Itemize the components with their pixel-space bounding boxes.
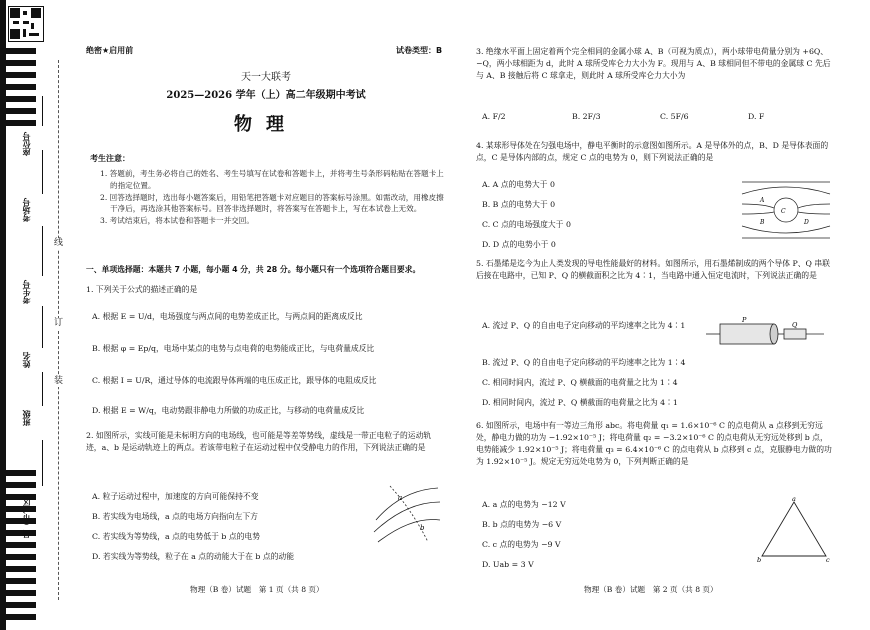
q2-field-figure xyxy=(372,480,442,546)
section-heading: 一、单项选择题：本题共 7 小题，每小题 4 分，共 28 分。每小题只有一个选项符合题目要求。 xyxy=(86,265,421,274)
q4-point-d-label: D xyxy=(804,219,809,226)
county-label: 县（市、区） xyxy=(22,490,31,538)
paper-type: 试卷类型：B xyxy=(396,46,443,55)
cut-word-bind: 装 xyxy=(54,376,64,386)
q2-option-b: B. 若实线为电场线，a 点的电场方向指向左下方 xyxy=(92,512,258,521)
exam-org-title: 天一大联考 xyxy=(241,72,291,83)
exam-room-label: 考场号 xyxy=(22,198,31,222)
q5-conductor-figure xyxy=(706,316,826,350)
q4-option-b: B. B 点的电势大于 0 xyxy=(482,200,556,209)
q4-stem: 4. 某球形导体处在匀强电场中，静电平衡时的示意图如图所示。A 是导体外的点，B、D 是导体表面的点，C 是导体内部的点，规定 C 点的电势为 0，则下列说法正确的是 xyxy=(476,141,829,163)
q5-q-label: Q xyxy=(792,321,798,329)
cut-word-order: 订 xyxy=(54,318,64,328)
q1-option-a: A. 根据 E = U/d，电场强度与两点间的电势差成正比，与两点间的距离成反比 xyxy=(92,312,363,321)
exam-room-field-line xyxy=(42,150,43,194)
seat-field-line xyxy=(42,96,43,126)
q6-option-b: B. b 点的电势为 −6 V xyxy=(482,520,562,529)
class-label: 班级 xyxy=(22,410,31,426)
q6-option-d: D. Uab = 3 V xyxy=(482,560,534,569)
q5-option-b: B. 流过 P、Q 的自由电子定向移动的平均速率之比为 1∶4 xyxy=(482,358,686,367)
q5-p-label: P xyxy=(742,316,747,324)
county-field-line xyxy=(42,440,43,486)
q3-option-a: A. F/2 xyxy=(482,112,506,121)
student-no-field-line xyxy=(42,226,43,276)
q6-stem: 6. 如图所示，电场中有一等边三角形 abc。将电荷量 q₁ = 1.6×10⁻⁶ C 的点电荷从 a 点移到无穷远处，静电力做的功为 −1.92×10⁻⁵ J；将电荷量 q₂ = −3.2×10⁻⁶ C 的点电荷从无穷远处移到 b 点，电势能减少 1.92×10⁻⁵ J；将电荷量 q₃ = 6.4×10⁻⁶ C 的点电荷从 b 点移到 c 点，克服静电力做的功为 1.92×10⁻⁵ J。规定无穷远处电势为 0，下列判断正确的是 xyxy=(476,421,832,467)
subject-title: 物理 xyxy=(234,114,298,135)
q3-option-d: D. F xyxy=(748,112,765,121)
q2-point-a-label: a xyxy=(398,494,403,502)
q5-option-a: A. 流过 P、Q 的自由电子定向移动的平均速率之比为 4∶1 xyxy=(482,321,686,330)
name-field-line xyxy=(42,306,43,348)
q6-option-a: A. a 点的电势为 −12 V xyxy=(482,500,566,509)
note-item: 2. 回答选择题时，选出每小题答案后，用铅笔把答题卡对应题目的答案标号涂黑。如需改动，用橡皮擦干净后，再选涂其他答案标号。回答非选择题时，将答案写在答题卡上，写在本试卷上无效。 xyxy=(100,192,444,214)
q2-option-a: A. 粒子运动过程中，加速度的方向可能保持不变 xyxy=(92,492,259,501)
binding-dashed-line xyxy=(58,60,59,600)
notes-heading: 考生注意： xyxy=(90,154,130,163)
q1-option-b: B. 根据 φ = Ep/q，电场中某点的电势与点电荷的电势能成正比，与电荷量成反比 xyxy=(92,344,375,353)
seat-label: 座位号 xyxy=(22,132,31,156)
footer-page-1: 物理（B 卷）试题 第 1 页（共 8 页） xyxy=(190,585,324,594)
q3-option-b: B. 2F/3 xyxy=(572,112,601,121)
confidential-mark: 绝密★启用前 xyxy=(86,46,134,55)
q1-option-c: C. 根据 I = U/R，通过导体的电流跟导体两端的电压成正比，跟导体的电阻成反比 xyxy=(92,376,377,385)
notes-list xyxy=(100,168,448,227)
q4-point-a-label: A xyxy=(760,197,765,204)
q6-point-a-label: a xyxy=(792,496,796,503)
q6-option-c: C. c 点的电势为 −9 V xyxy=(482,540,561,549)
q4-point-c-label: C xyxy=(781,208,786,215)
name-label: 姓名 xyxy=(22,352,31,368)
q1-stem: 1. 下列关于公式的描述正确的是 xyxy=(86,285,198,294)
q3-option-c: C. 5F/6 xyxy=(660,112,689,121)
footer-page-2: 物理（B 卷）试题 第 2 页（共 8 页） xyxy=(584,585,718,594)
cut-word-line: 线 xyxy=(54,238,64,248)
note-item: 1. 答题前，考生务必将自己的姓名、考生号填写在试卷和答题卡上，并将考生号条形码粘贴在答题卡上的指定位置。 xyxy=(100,169,444,190)
q5-option-d: D. 相同时间内，流过 P、Q 横截面的电荷量之比为 4∶1 xyxy=(482,398,678,407)
q2-option-d: D. 若实线为等势线，粒子在 a 点的动能大于在 b 点的动能 xyxy=(92,552,295,561)
q4-option-a: A. A 点的电势大于 0 xyxy=(482,180,555,189)
q4-option-c: C. C 点的电场强度大于 0 xyxy=(482,220,571,229)
q6-triangle-figure xyxy=(756,496,832,564)
q2-point-b-label: b xyxy=(420,524,425,532)
q5-option-c: C. 相同时间内，流过 P、Q 横截面的电荷量之比为 1∶4 xyxy=(482,378,678,387)
note-item: 3. 考试结束后，将本试卷和答题卡一并交回。 xyxy=(100,216,254,226)
q2-option-c: C. 若实线为等势线，a 点的电势低于 b 点的电势 xyxy=(92,532,261,541)
q1-option-d: D. 根据 E = W/q，电动势跟非静电力所做的功成正比，与移动的电荷量成反比 xyxy=(92,406,365,415)
q5-stem: 5. 石墨烯是迄今为止人类发现的导电性能最好的材料。如图所示，用石墨烯制成的两个导体 P、Q 串联后接在电路中，已知 P、Q 的横截面积之比为 4∶1，当电路中通入恒定电流时，下列说法正确的是 xyxy=(476,259,830,281)
q4-conductor-figure xyxy=(740,176,832,244)
q4-point-b-label: B xyxy=(760,219,765,226)
q4-option-d: D. D 点的电势小于 0 xyxy=(482,240,556,249)
q6-point-b-label: b xyxy=(757,556,762,564)
qr-code xyxy=(8,6,44,42)
q3-stem: 3. 绝缘水平面上固定着两个完全相同的金属小球 A、B（可视为质点），两小球带电荷量分别为 +6Q、−Q，两小球相距为 d，此时 A 球所受库仑力大小为 F。现用与 A、B 球相同但不带电的金属球 C 先后与 A、B 接触后将 C 球拿走，则此时 A 球所受库仑力大小为 xyxy=(476,47,831,81)
q2-stem: 2. 如图所示，实线可能是未标明方向的电场线，也可能是等差等势线，虚线是一带正电粒子的运动轨迹，a、b 是运动轨迹上的两点。若该带电粒子在运动过程中仅受静电力的作用，下列说法正确的是 xyxy=(86,431,432,453)
q6-point-c-label: c xyxy=(826,556,830,564)
class-field-line xyxy=(42,372,43,406)
exam-term-title: 2025—2026 学年（上）高二年级期中考试 xyxy=(166,90,366,101)
student-no-label: 考生号 xyxy=(22,280,31,304)
